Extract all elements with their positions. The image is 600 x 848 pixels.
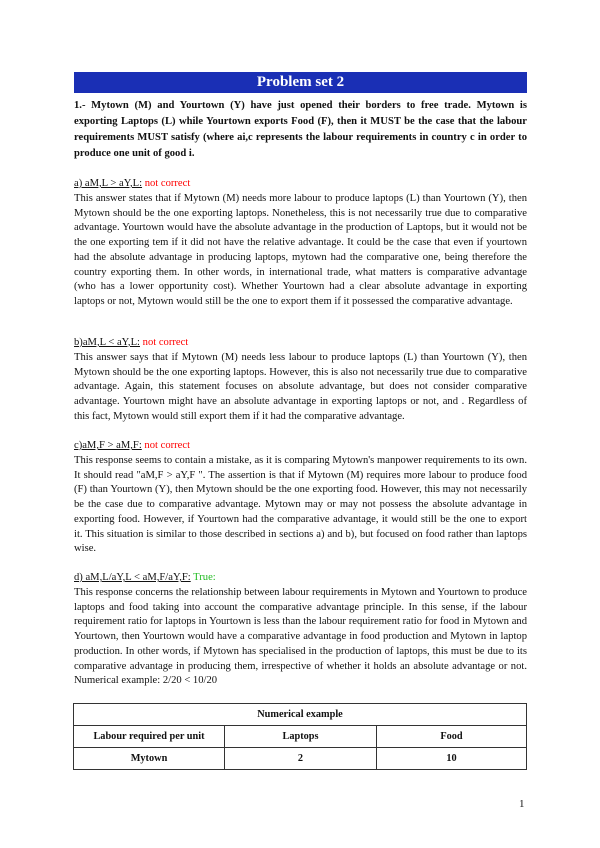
answer-d-label: d) aM,L/aY,L < aM,F/aY,F: — [74, 572, 191, 583]
answer-c-body: This response seems to contain a mistake, as it is comparing Mytown's manpower requirements to its own. It should read "aM,F > aY,F ". The assertion is that if Mytown (M) requires more labour to produce food (F) than Yourtown (Y), then Mytown should be the one exporting food. However, this may not necessarily be the case due to comparative advantage. Mytown may or may not possess the absolute advantage in exporting food. However, if Yourtown had the comparative advantage, it would still be the one to export it. This situation is similar to those described in sections a) and b), but focused on food rather than laptops wise. — [74, 455, 527, 555]
table-caption-row — [74, 704, 527, 726]
answer-c-verdict: not correct — [141, 440, 191, 451]
answer-a-verdict: not correct — [142, 178, 191, 189]
answer-b-body: This answer says that if Mytown (M) needs less labour to produce laptops (L) than Yourtown (Y), then Mytown should be the one exporting laptops. However, this is also not necessarily true due to comparative advantage. Again, this statement focuses on absolute advantage, but does not consider comparative advantage. Yourtown might have an absolute advantage in exporting laptops or not, and . Regardless of this fact, Mytown would still export them if it had the comparative advantage. — [74, 352, 527, 422]
page-number: 1 — [519, 798, 525, 810]
answer-b-verdict: not correct — [140, 337, 189, 348]
table-cell: 10 — [377, 748, 527, 770]
answer-c-heading — [74, 439, 527, 453]
table-header: Food — [377, 726, 527, 748]
table-row — [74, 748, 527, 770]
answer-a-body: This answer states that if Mytown (M) needs more labour to produce laptops (L) than Yourtown (Y), then Mytown should be the one exporting laptops. Nonetheless, this is not necessarily true due to comparative advantage. Yourtown would have the absolute advantage in the production of Laptops, but it would not be the one exporting tem if it did not have the relative advantage. It could be the case that even if yourtown had the absolute advantage in producing laptops, mytown had the comparative one, being therefore the country exporting them. In other words, in international trade, what matters is comparative advantage (who has a lower opportunity cost). Whether Yourtown had a clear absolute advantage in exporting laptops or not, Mytown would still be the one to export them if it possessed the comparative advantage. — [74, 193, 527, 307]
table-cell: Mytown — [74, 748, 225, 770]
question-text: 1.- Mytown (M) and Yourtown (Y) have just opened their borders to free trade. Mytown is exporting Laptops (L) while Yourtown exports Food (F), then it MUST be the case that the labour requirements MUST satisfy (where ai,c represents the labour requirements in country c in order to produce one unit of good i. — [74, 100, 527, 159]
table-header: Laptops — [225, 726, 377, 748]
table-header: Labour required per unit — [74, 726, 225, 748]
table-header-row — [74, 726, 527, 748]
answer-c-label: c)aM,F > aM,F: — [74, 440, 142, 451]
answer-a-heading — [74, 177, 527, 191]
answer-b-label: b)aM,L < aY,L: — [74, 337, 140, 348]
numerical-example-table — [73, 703, 527, 770]
answer-a-label: a) aM,L > aY,L: — [74, 178, 143, 189]
table-caption: Numerical example — [74, 704, 527, 726]
answer-d-heading — [74, 571, 527, 585]
page-title: Problem set 2 — [74, 72, 527, 93]
table-cell: 2 — [225, 748, 377, 770]
answer-b-heading — [74, 336, 527, 350]
answer-d-body: This response concerns the relationship between labour requirements in Mytown and Yourtown to produce laptops and food taking into account the comparative advantage principle. In this sense, if the labour requirement ratio for laptops in Yourtown is less than the labour requirement ratio for food in Mytown and Yourtown, then Yourtown would have a comparative advantage in food production and Mytown in laptop production. In other words, if Mytown has specialised in the production of laptops, this must be due to its comparative advantage in producing them, irrespective of whether it holds an absolute advantage or not. Numerical example: 2/20 < 10/20 — [74, 587, 527, 687]
answer-d-verdict: True: — [190, 572, 216, 583]
